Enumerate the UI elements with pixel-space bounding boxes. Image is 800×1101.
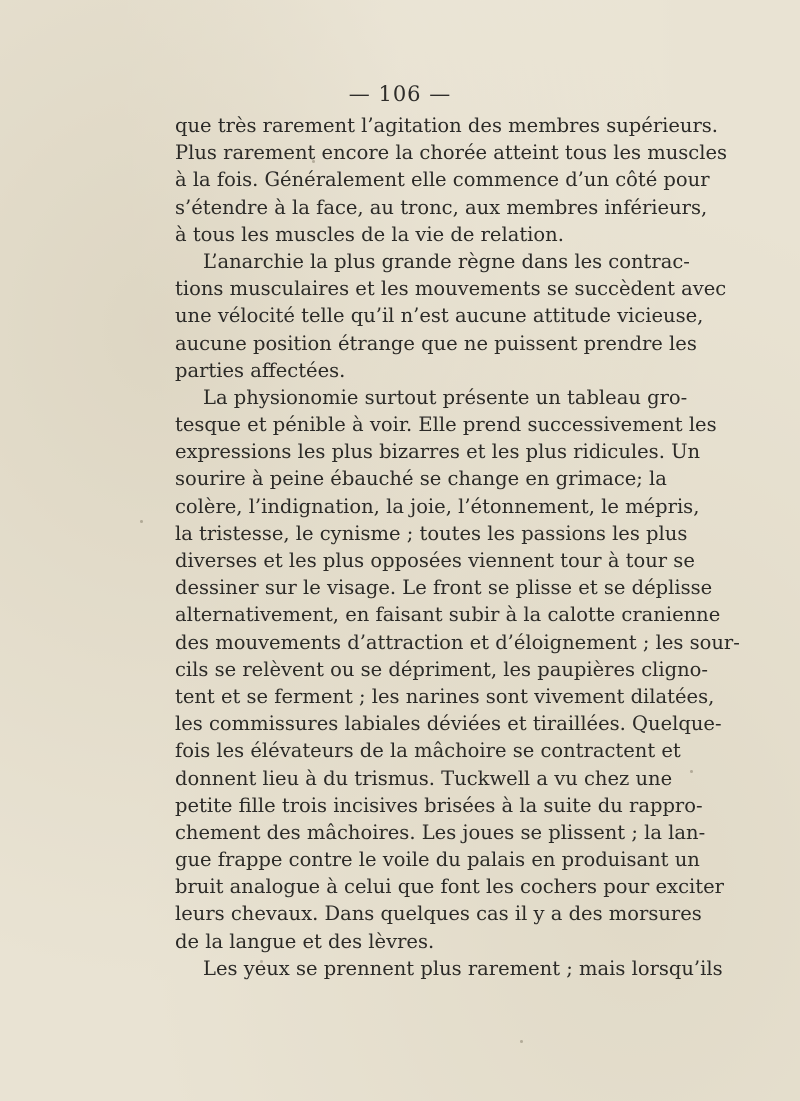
text-line: tions musculaires et les mouvements se succèdent avec bbox=[175, 277, 727, 301]
paper-speck bbox=[312, 160, 315, 163]
text-line: alternativement, en faisant subir à la calotte cranienne bbox=[175, 603, 721, 627]
text-line: de la langue et des lèvres. bbox=[175, 929, 435, 953]
text-line: bruit analogue à celui que font les cochers pour exciter bbox=[175, 875, 724, 899]
text-line: à la fois. Généralement elle commence d’un côté pour bbox=[175, 168, 710, 192]
page-number: — 106 — bbox=[348, 82, 452, 106]
text-line: leurs chevaux. Dans quelques cas il y a des morsures bbox=[175, 902, 702, 926]
paper-speck bbox=[588, 290, 591, 293]
text-line: la tristesse, le cynisme ; toutes les passions les plus bbox=[175, 521, 688, 545]
text-line: une vélocité telle qu’il n’est aucune attitude vicieuse, bbox=[175, 304, 704, 328]
text-line: La physionomie surtout présente un tableau gro- bbox=[203, 385, 688, 409]
text-line: Les yeux se prennent plus rarement ; mais lorsqu’ils bbox=[203, 956, 723, 980]
text-line: tesque et pénible à voir. Elle prend successivement les bbox=[175, 413, 717, 437]
text-line: des mouvements d’attraction et d’éloignement ; les sour- bbox=[175, 630, 740, 654]
paper-speck bbox=[140, 520, 143, 523]
text-line: cils se relèvent ou se dépriment, les paupières cligno- bbox=[175, 657, 709, 681]
text-line: donnent lieu à du trismus. Tuckwell a vu chez une bbox=[175, 766, 673, 790]
paper-speck bbox=[260, 960, 263, 963]
text-line: tent et se ferment ; les narines sont vivement dilatées, bbox=[175, 684, 715, 708]
paper-speck bbox=[690, 770, 693, 773]
text-line: les commissures labiales déviées et tiraillées. Quelque- bbox=[175, 712, 722, 736]
text-line: colère, l’indignation, la joie, l’étonnement, le mépris, bbox=[175, 494, 700, 518]
text-line: s’étendre à la face, au tronc, aux membres inférieurs, bbox=[175, 195, 708, 219]
body-text bbox=[175, 112, 740, 982]
text-line: petite fille trois incisives brisées à la suite du rappro- bbox=[175, 793, 703, 817]
text-line: fois les élévateurs de la mâchoire se contractent et bbox=[175, 739, 681, 763]
text-line: gue frappe contre le voile du palais en produisant un bbox=[175, 848, 700, 872]
text-line: aucune position étrange que ne puissent prendre les bbox=[175, 331, 697, 355]
text-line: sourire à peine ébauché se change en grimace; la bbox=[175, 467, 667, 491]
text-line: expressions les plus bizarres et les plus ridicules. Un bbox=[175, 440, 701, 464]
text-line: chement des mâchoires. Les joues se plissent ; la lan- bbox=[175, 820, 706, 844]
text-line: que très rarement l’agitation des membres supérieurs. bbox=[175, 114, 719, 137]
text-line: dessiner sur le visage. Le front se plisse et se déplisse bbox=[175, 576, 713, 600]
paper-speck bbox=[520, 1040, 523, 1043]
text-line: diverses et les plus opposées viennent tour à tour se bbox=[175, 549, 695, 572]
text-line: à tous les muscles de la vie de relation. bbox=[175, 222, 564, 246]
text-line: parties affectées. bbox=[175, 358, 346, 382]
text-line: L’anarchie la plus grande règne dans les contrac- bbox=[203, 249, 690, 273]
text-line: Plus rarement encore la chorée atteint tous les muscles bbox=[175, 141, 728, 165]
